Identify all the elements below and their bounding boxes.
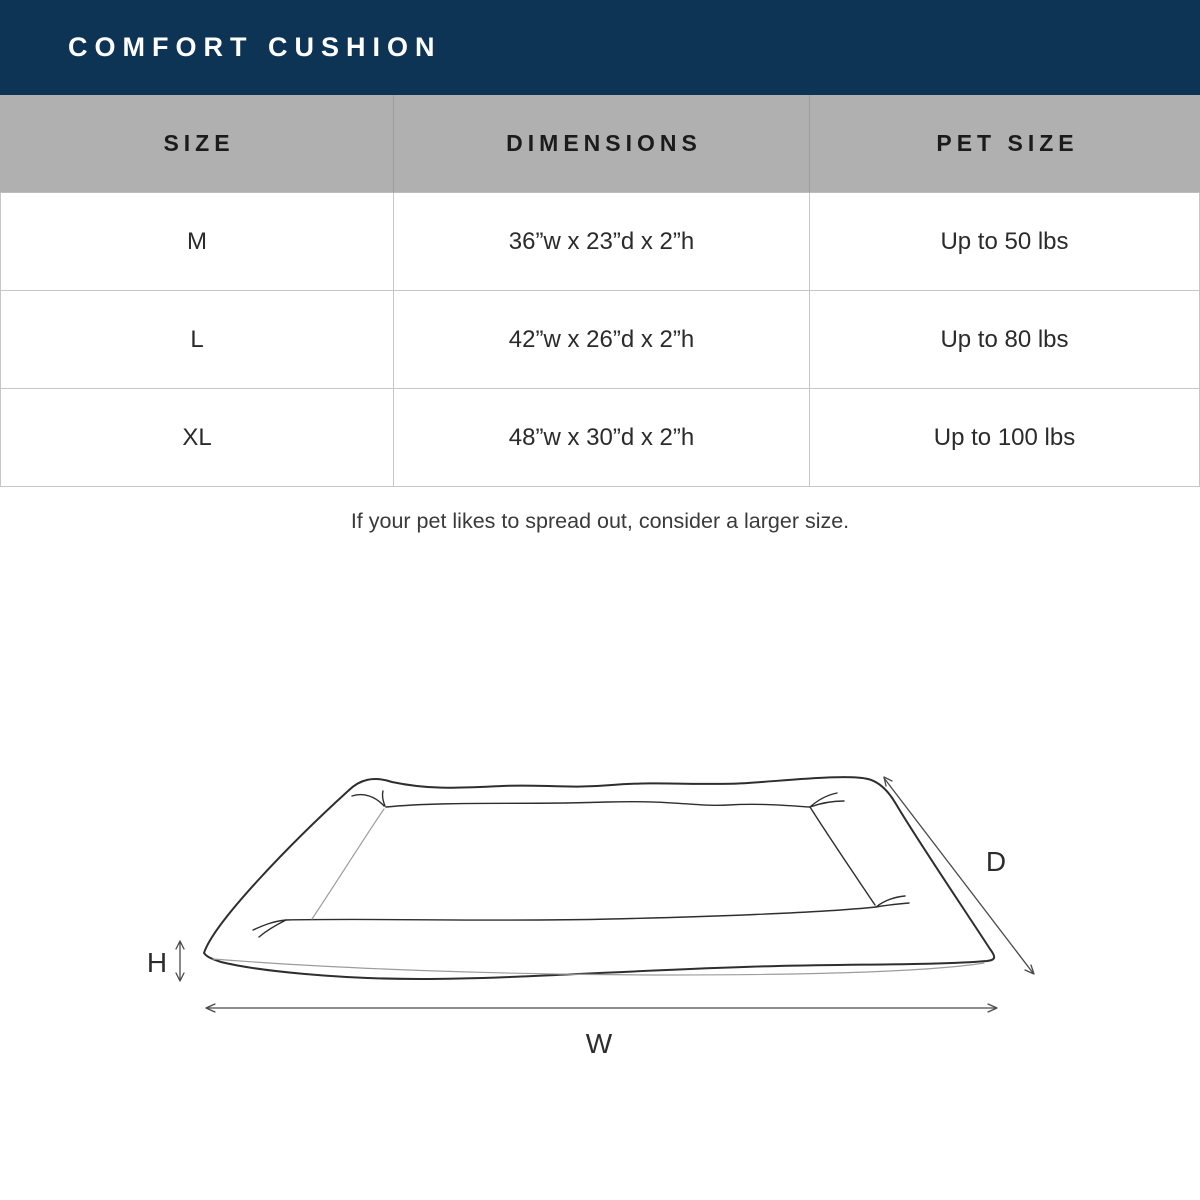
seam-pinch-bottom-right: [876, 896, 909, 907]
seam-pinch-top-left: [352, 791, 385, 806]
column-header-pet-size: PET SIZE: [810, 95, 1200, 193]
depth-arrow: [884, 777, 1034, 974]
seam-pinch-bottom-left: [253, 920, 286, 937]
table-cell-size: XL: [0, 389, 394, 487]
width-arrow: [206, 1004, 997, 1012]
table-cell-pet-size: Up to 50 lbs: [810, 193, 1200, 291]
cushion-inner-seam-left: [312, 809, 384, 919]
table-cell-size: L: [0, 291, 394, 389]
table-cell-pet-size: Up to 80 lbs: [810, 291, 1200, 389]
table-cell-dimensions: 42”w x 26”d x 2”h: [394, 291, 810, 389]
table-cell-dimensions: 48”w x 30”d x 2”h: [394, 389, 810, 487]
table-cell-pet-size: Up to 100 lbs: [810, 389, 1200, 487]
column-header-dimensions: DIMENSIONS: [394, 95, 810, 193]
height-label: H: [146, 947, 168, 978]
cushion-inner-seam-top: [386, 802, 810, 807]
depth-label: D: [985, 846, 1007, 877]
table-cell-size: M: [0, 193, 394, 291]
column-header-size: SIZE: [0, 95, 394, 193]
table-cell-dimensions: 36”w x 23”d x 2”h: [394, 193, 810, 291]
width-label: W: [585, 1028, 613, 1059]
cushion-inner-seam-right: [810, 807, 875, 905]
cushion-outer-outline: [204, 777, 994, 979]
height-arrow: [176, 941, 184, 981]
sizing-note: If your pet likes to spread out, consider a larger size.: [350, 509, 850, 533]
seam-pinch-top-right: [810, 793, 844, 807]
page-title: COMFORT CUSHION: [68, 32, 442, 62]
cushion-inner-seam-bottom: [286, 907, 876, 920]
